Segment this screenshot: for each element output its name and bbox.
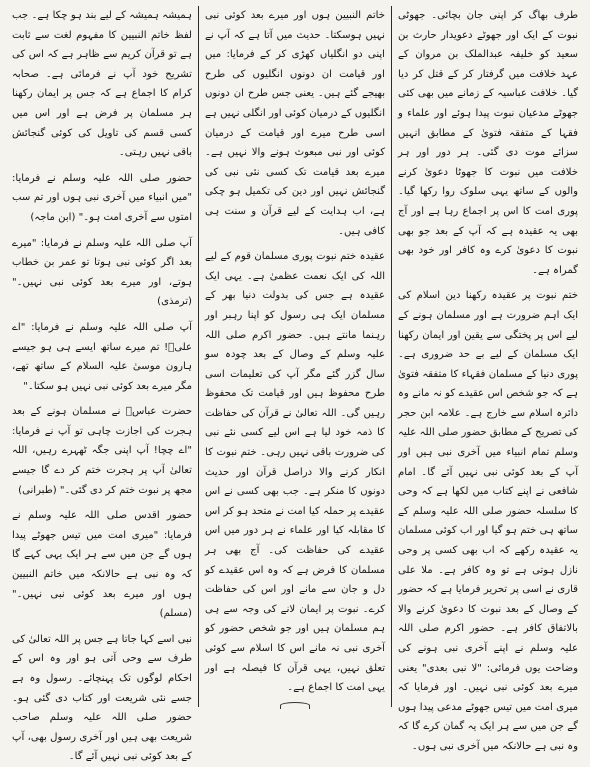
paragraph: ہمیشہ ہمیشہ کے لیے بند ہو چکا ہے۔ جب لفظ خاتم النبیین کا مفہوم لغت سے ثابت ہے تو قرآن کریم سے ظاہر ہے کہ اس کی تشریح خود آپ نے فرمائی ہے۔ صحابہ کرام کا اجماع ہے کہ جس پر ایمان رکھنا ہر مسلمان پر فرض ہے اور اس میں کسی قسم کی تاویل کی کوئی گنجائش باقی نہیں رہتی۔ [12, 10, 192, 159]
text-column-middle [199, 6, 392, 707]
hadith-quote: حضرت عباسؓ نے مسلمان ہونے کے بعد ہجرت کی اجازت چاہی تو آپ نے فرمایا: "اے چچا! آپ اپنی جگہ ٹھہرے رہیں، اللہ تعالیٰ آپ پر ہجرت ختم کر دے گا جیسے مجھ پر نبوت ختم کر دی گئی۔" (طبرانی) [12, 406, 192, 496]
page-number-ornament [280, 702, 310, 709]
hadith-quote: حضور اقدس صلی اللہ علیہ وسلم نے فرمایا: "میری امت میں تیس جھوٹے پیدا ہوں گے جن میں سے ہر ایک یہی کہے گا کہ وہ نبی ہے حالانکہ میں خاتم النبیین ہوں اور میرے بعد کوئی نبی نہیں۔" (مسلم) [12, 510, 192, 620]
text-column-right [392, 6, 584, 752]
paragraph: خاتم النبیین ہوں اور میرے بعد کوئی نبی نہیں ہوسکتا۔ حدیث میں آتا ہے کہ آپ نے اپنی دو انگلیاں کھڑی کر کے فرمایا: میں اور قیامت ان دونوں انگلیوں کی طرح بھیجے گئے ہیں۔ یعنی جس طرح ان دونوں انگلیوں کے درمیان کوئی اور انگلی نہیں ہے اسی طرح میرے اور قیامت کے درمیان کوئی اور نبی مبعوث ہونے والا نہیں ہے۔ میرے بعد قیامت تک کسی نئی نبی کی گنجائش نہیں اور دین کی تکمیل ہو چکی ہے، اب ہدایت کے لیے قرآن و سنت ہی کافی ہیں۔ [205, 10, 385, 237]
hadith-quote: آپ صلی اللہ علیہ وسلم نے فرمایا: "اے علیؓ! تم میرے ساتھ ایسے ہی ہو جیسے ہارون موسیٰ علیہ السلام کے ساتھ تھے، مگر میرے بعد کوئی نبی نہیں ہو سکتا۔" [12, 321, 192, 392]
text-column-left [6, 6, 199, 763]
paragraph: طرف بھاگ کر اپنی جان بچائی۔ جھوٹی نبوت کے ایک اور جھوٹے دعویدار حارث بن سعید کو خلیفہ عبدالملک بن مروان کے عہد خلافت میں گرفتار کر کے قتل کر دیا گیا۔ خلافت عباسیہ کے زمانے میں بھی کئی جھوٹے مدعیان نبوت پیدا ہوئے اور علماء و فقہا کے متفقہ فتویٰ کے مطابق انہیں سزائے موت دی گئی۔ ہر دور اور ہر خلافت میں نبوت کا جھوٹا دعویٰ کرنے والوں کے ساتھ یہی سلوک روا رکھا گیا۔ پوری امت کا اس پر اجماع رہا ہے اور آج بھی یہ عقیدہ ہے کہ آپ کے بعد جو بھی نبوت کا دعویٰ کرے وہ کافر اور خود بھی گمراہ ہے۔ [398, 10, 578, 276]
paragraph: عقیدہ ختم نبوت پوری مسلمان قوم کے لیے اللہ کی ایک نعمت عظمیٰ ہے۔ یہی ایک عقیدہ ہے جس کی بدولت دنیا بھر کے مسلمان ایک ہی رسول کو اپنا رہبر اور رہنما مانتے ہیں۔ حضور اکرم صلی اللہ علیہ وسلم کے وصال کے بعد چودہ سو سال گزر گئے مگر آپ کی تعلیمات اسی طرح محفوظ ہیں اور قیامت تک محفوظ رہیں گی۔ اللہ تعالیٰ نے قرآن کی حفاظت کا ذمہ خود لیا ہے اس لیے کسی نئے نبی کی ضرورت باقی نہیں رہی۔ ختم نبوت کا انکار کرنے والا دراصل قرآن اور حدیث دونوں کا منکر ہے۔ جب بھی کسی نے اس عقیدے پر حملہ کیا امت نے متحد ہو کر اس کا مقابلہ کیا اور علماء نے ہر دور میں اس عقیدے کی حفاظت کی۔ آج بھی ہر مسلمان کا فرض ہے کہ وہ اس عقیدے کو دل و جان سے مانے اور اس کی حفاظت کرے۔ نبوت پر ایمان لانے کی وجہ سے ہی ہم مسلمان ہیں اور جو شخص حضور کو آخری نبی نہ مانے اس کا اسلام سے کوئی تعلق نہیں، یہی قرآن کا فیصلہ ہے اور یہی امت کا اجماع ہے۔ [205, 251, 385, 694]
paragraph: نبی اسے کہا جاتا ہے جس پر اللہ تعالیٰ کی طرف سے وحی آتی ہو اور وہ اس کے احکام لوگوں تک پہنچائے۔ رسول وہ ہے جسے نئی شریعت اور کتاب دی گئی ہو۔ حضور صلی اللہ علیہ وسلم صاحب شریعت بھی ہیں اور آخری رسول بھی، آپ کے بعد کوئی نبی نہیں آئے گا۔ [12, 633, 192, 763]
hadith-quote: آپ صلی اللہ علیہ وسلم نے فرمایا: "میرے بعد اگر کوئی نبی ہوتا تو عمر بن خطاب ہوتے، اور میرے بعد کوئی نبی نہیں۔" (ترمذی) [12, 237, 192, 308]
hadith-quote: حضور صلی اللہ علیہ وسلم نے فرمایا: "میں انبیاء میں آخری نبی ہوں اور تم سب امتوں سے آخری امت ہو۔" (ابن ماجہ) [12, 172, 192, 223]
paragraph: ختم نبوت پر عقیدہ رکھنا دین اسلام کی ایک اہم ضرورت ہے اور مسلمان ہونے کے لیے اس پر پختگی سے یقین اور ایمان رکھنا ایک مسلمان کے لیے بے حد ضروری ہے۔ پوری دنیا کے مسلمان فقہاء کا متفقہ فتویٰ ہے کہ جو شخص اس عقیدے کو نہ مانے وہ دائرہ اسلام سے خارج ہے۔ علامہ ابن حجر کی تصریح کے مطابق حضور صلی اللہ علیہ وسلم تمام انبیاء میں آخری نبی ہیں اور آپ کے بعد کوئی نبی نہیں آئے گا۔ امام شافعی نے اپنے کتاب میں لکھا ہے کہ وحی کا سلسلہ حضور صلی اللہ علیہ وسلم کے ساتھ ہی ختم ہو گیا اور اب کوئی مسلمان یہ عقیدہ رکھے کہ اب بھی کسی پر وحی نازل ہوتی ہے تو وہ کافر ہے۔ ملا علی قاری نے اسی پر تحریر فرمایا ہے کہ حضور کے وصال کے بعد نبوت کا دعویٰ کرنے والا بالاتفاق کافر ہے۔ حضور اکرم صلی اللہ علیہ وسلم نے اپنے آخری نبی ہونے کی وضاحت یوں فرمائی: "لا نبی بعدی" یعنی میرے بعد کوئی نبی نہیں۔ اور فرمایا کہ میری امت میں تیس جھوٹے مدعی پیدا ہوں گے جن میں سے ہر ایک یہ گمان کرے گا کہ وہ نبی ہے حالانکہ میں آخری نبی ہوں۔ [398, 290, 578, 752]
